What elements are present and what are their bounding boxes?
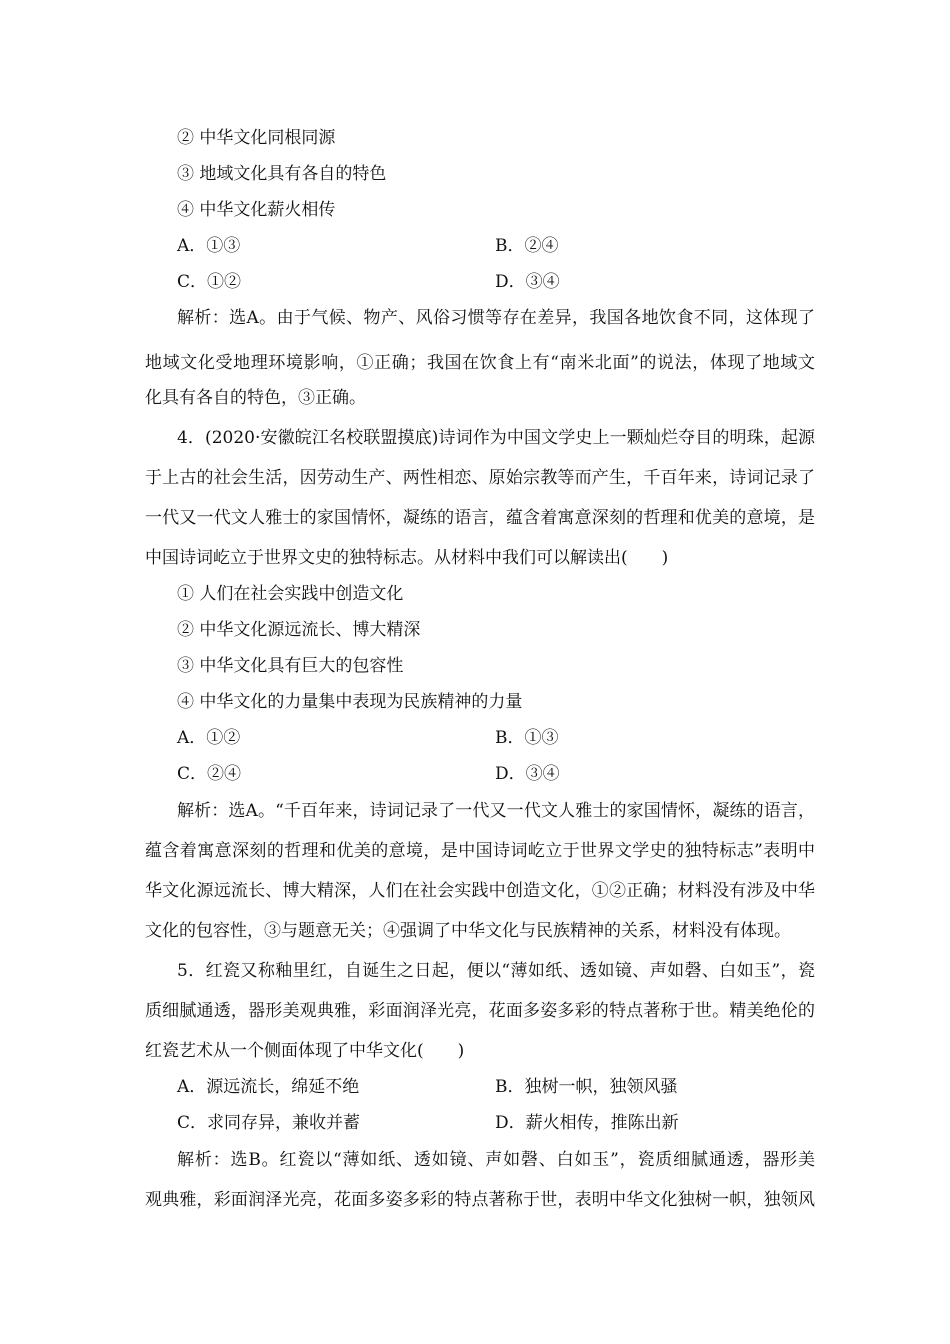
q4-option-a: A．①② — [177, 728, 241, 748]
q3-option-a: A．①③ — [177, 236, 241, 256]
q4-item-1: ① 人们在社会实践中创造文化 — [177, 584, 404, 604]
q4-option-d: D．③④ — [495, 764, 560, 784]
q3-analysis-line: 地域文化受地理环境影响，①正确；我国在饮食上有“南米北面”的说法，体现了地域文 — [145, 353, 815, 373]
q4-option-b: B．①③ — [495, 728, 559, 748]
q5-option-c: C．求同存异，兼收并蓄 — [177, 1113, 361, 1133]
q4-item-2: ② 中华文化源远流长、博大精深 — [177, 620, 421, 640]
q4-analysis-line: 华文化源远流长、博大精深，人们在社会实践中创造文化，①②正确；材料没有涉及中华 — [145, 881, 815, 901]
q4-stem-line: 中国诗词屹立于世界文史的独特标志。从材料中我们可以解读出( ) — [145, 548, 669, 568]
q3-item-4: ④ 中华文化薪火相传 — [177, 200, 336, 220]
q3-analysis-line: 化具有各自的特色，③正确。 — [145, 388, 366, 408]
q5-option-b: B．独树一帜，独领风骚 — [495, 1077, 678, 1097]
q3-item-2: ② 中华文化同根同源 — [177, 128, 336, 148]
q5-analysis-line: 观典雅，彩面润泽光亮，花面多姿多彩的特点著称于世，表明中华文化独树一帜，独领风 — [145, 1190, 815, 1210]
q4-option-c: C．②④ — [177, 764, 242, 784]
q4-analysis-line: 解析：选A。“千百年来，诗词记录了一代又一代文人雅士的家国情怀，凝练的语言， — [177, 801, 815, 821]
q3-item-3: ③ 地域文化具有各自的特色 — [177, 164, 387, 184]
q4-item-4: ④ 中华文化的力量集中表现为民族精神的力量 — [177, 692, 523, 712]
q3-option-d: D．③④ — [495, 272, 560, 292]
q4-analysis-line: 蕴含着寓意深刻的哲理和优美的意境，是中国诗词屹立于世界文学史的独特标志”表明中 — [145, 841, 815, 861]
q5-option-d: D．薪火相传，推陈出新 — [495, 1113, 679, 1133]
q5-option-a: A．源远流长，绵延不绝 — [177, 1077, 360, 1097]
q5-stem-line: 质细腻通透，器形美观典雅，彩面润泽光亮，花面多姿多彩的特点著称于世。精美绝伦的 — [145, 1001, 815, 1021]
q4-analysis-line: 文化的包容性，③与题意无关；④强调了中华文化与民族精神的关系，材料没有体现。 — [145, 921, 791, 941]
q4-stem-line: 于上古的社会生活，因劳动生产、两性相恋、原始宗教等而产生，千百年来，诗词记录了 — [145, 468, 815, 488]
q3-option-b: B．②④ — [495, 236, 559, 256]
q4-stem-line: 4．(2020·安徽皖江名校联盟摸底)诗词作为中国文学史上一颗灿烂夺目的明珠，起源 — [177, 428, 815, 448]
q5-stem-line: 红瓷艺术从一个侧面体现了中华文化( ) — [145, 1041, 465, 1061]
q5-stem-line: 5．红瓷又称釉里红，自诞生之日起，便以“薄如纸、透如镜、声如磬、白如玉”，瓷 — [177, 961, 815, 981]
q4-stem-line: 一代又一代文人雅士的家国情怀，凝练的语言，蕴含着寓意深刻的哲理和优美的意境，是 — [145, 508, 815, 528]
q3-analysis-line: 解析：选A。由于气候、物产、风俗习惯等存在差异，我国各地饮食不同，这体现了 — [177, 308, 815, 328]
q4-item-3: ③ 中华文化具有巨大的包容性 — [177, 656, 404, 676]
q5-analysis-line: 解析：选B。红瓷以“薄如纸、透如镜、声如磬、白如玉”，瓷质细腻通透，器形美 — [177, 1150, 815, 1170]
q3-option-c: C．①② — [177, 272, 242, 292]
